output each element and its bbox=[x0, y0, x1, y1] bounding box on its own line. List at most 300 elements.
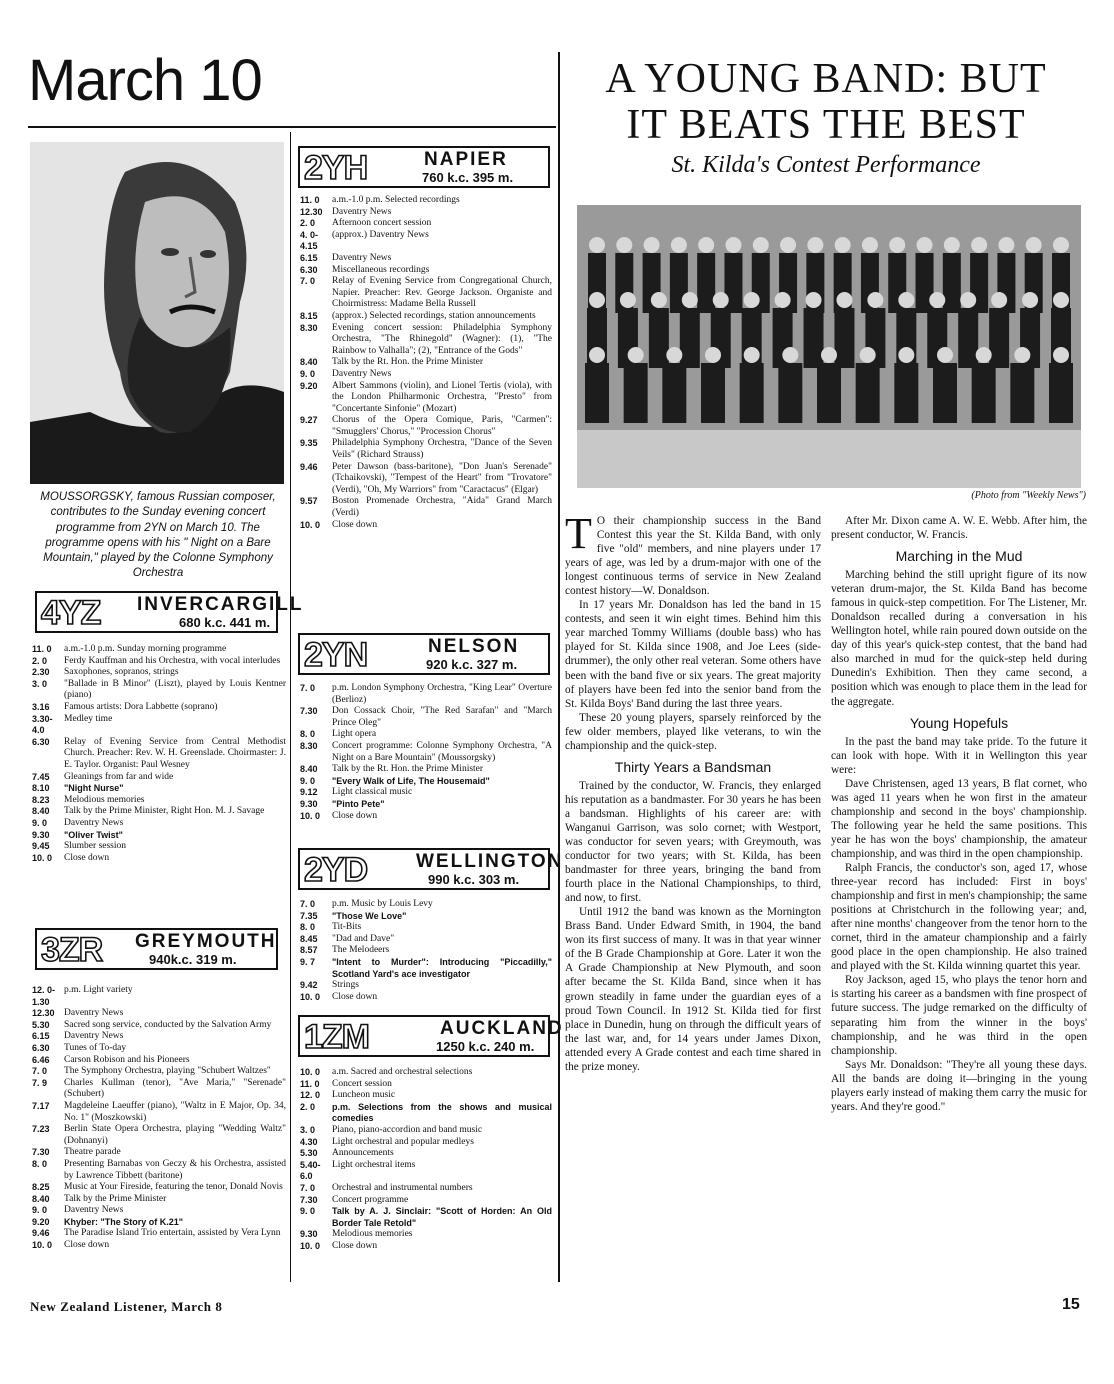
programme-item: Close down bbox=[64, 852, 110, 863]
band-photo-illustration bbox=[577, 205, 1081, 488]
station-call-sign: 3ZR bbox=[41, 931, 103, 969]
programme-row bbox=[32, 1194, 286, 1206]
portrait-caption: MOUSSORGSKY, famous Russian composer, contributes to the Sunday evening concert programme from 2YN on March 10. The programme opens with his " Night on a Bare Mountain," played by the Colonne Symphony Orchestra bbox=[40, 491, 276, 580]
band-member-body bbox=[662, 363, 686, 423]
programme-item: Announcements bbox=[332, 1148, 394, 1159]
band-member-head bbox=[1014, 347, 1030, 363]
programme-time: 8.40 bbox=[300, 357, 318, 368]
programme-item: Relay of Evening Service from Congregational Church, Napier. Preacher: Rev. George Jackson. Organiste and Choirmistress: Madame Bella Russell bbox=[332, 276, 552, 310]
programme-row bbox=[300, 323, 552, 358]
programme-time: 8.10 bbox=[32, 783, 50, 794]
divider bbox=[558, 52, 560, 1282]
programme-item: p.m. Selections from the shows and musical comedies bbox=[332, 1101, 552, 1124]
programme-item: a.m.-1.0 p.m. Selected recordings bbox=[332, 195, 460, 205]
programme-time: 7.30 bbox=[300, 1194, 318, 1205]
programme-time: 10. 0 bbox=[32, 1240, 53, 1251]
programme-time: 8. 0 bbox=[32, 1158, 48, 1169]
programme-item: Close down bbox=[332, 810, 378, 821]
band-member-body bbox=[989, 308, 1009, 368]
programme-item: "Those We Love" bbox=[332, 910, 407, 921]
programme-row bbox=[300, 415, 552, 438]
band-member-head bbox=[644, 237, 660, 253]
programme-item: Carson Robison and his Pioneers bbox=[64, 1054, 190, 1065]
programme-item: Close down bbox=[332, 1240, 378, 1251]
programme-row bbox=[32, 1020, 286, 1032]
band-member-head bbox=[821, 347, 837, 363]
programme-row bbox=[32, 1066, 286, 1078]
programme-time: 9.46 bbox=[300, 461, 318, 472]
programme-time: 7. 0 bbox=[300, 899, 316, 909]
programme-time: 6.46 bbox=[32, 1054, 50, 1065]
programme-time: 7.35 bbox=[300, 910, 318, 921]
programme-row bbox=[32, 737, 286, 772]
programme-row bbox=[32, 783, 286, 795]
section-heading: Marching in the Mud bbox=[895, 548, 1023, 565]
programme-time: 5.40-6.0 bbox=[300, 1159, 321, 1182]
programme-row bbox=[32, 1240, 286, 1252]
band-member-head bbox=[1053, 292, 1069, 308]
band-member-head bbox=[944, 237, 960, 253]
programme-row bbox=[32, 644, 286, 656]
portrait-illustration bbox=[30, 142, 284, 484]
programme-time: 11. 0 bbox=[300, 1078, 320, 1089]
band-member-head bbox=[867, 292, 883, 308]
programme-item: The Paradise Island Trio entertain, assisted by Vera Lynn bbox=[64, 1228, 281, 1239]
programme-time: 3. 0 bbox=[300, 1124, 316, 1135]
programme-item: Tit-Bits bbox=[332, 922, 362, 933]
programme-item: Theatre parade bbox=[64, 1147, 121, 1158]
band-member-head bbox=[898, 347, 914, 363]
programme-item: Berlin State Opera Orchestra, playing "Wedding Waltz" (Dohnanyi) bbox=[64, 1124, 286, 1146]
programme-row bbox=[300, 811, 552, 823]
programme-row bbox=[300, 1102, 552, 1125]
programme-time: 8.23 bbox=[32, 794, 50, 805]
band-member-body bbox=[585, 363, 609, 423]
band-member-head bbox=[976, 347, 992, 363]
programme-time: 2. 0 bbox=[300, 218, 316, 229]
programme-item: p.m. Music by Louis Levy bbox=[332, 899, 433, 909]
station-header-2yh bbox=[298, 146, 550, 188]
station-header-4yz bbox=[35, 591, 304, 633]
band-member-head bbox=[836, 292, 852, 308]
band-member-head bbox=[807, 237, 823, 253]
band-member-head bbox=[671, 237, 687, 253]
programme-time: 9.46 bbox=[32, 1228, 50, 1239]
programme-item: "Oliver Twist" bbox=[64, 829, 123, 840]
programme-row bbox=[300, 1067, 552, 1079]
programme-row bbox=[300, 1183, 552, 1195]
programme-item: Charles Kullman (tenor), "Ave Maria," "Serenade" (Schubert) bbox=[64, 1077, 286, 1100]
article-paragraph: Roy Jackson, aged 15, who plays the tenor horn and is starting his career as a bandsmen with fine prospect of future success. The judge remarked on the difficulty of separating him from the winner in the boys' championship, and he was third in the open championship. bbox=[831, 974, 1087, 1057]
station-call-sign: 2YH bbox=[304, 149, 368, 187]
article-paragraph: In 17 years Mr. Donaldson has led the band in 15 contests, and seen it win eight times. Behind him this year marched Tommy Williams (double bass) who has played for St. Kilda since 1908, and Joe Lees (side-drummer), the only other real veteran. Some others have been with the band five or six years. The great majority of players have been fed into the senior band from the St. Kilda Boys' Band during the last three years. bbox=[565, 599, 821, 710]
programme-time: 9.57 bbox=[300, 496, 318, 507]
band-member-body bbox=[740, 363, 764, 423]
programme-time: 5.30 bbox=[300, 1148, 318, 1159]
band-member-head bbox=[725, 237, 741, 253]
programme-time: 7. 0 bbox=[32, 1066, 48, 1077]
programme-time: 12.30 bbox=[300, 206, 323, 217]
programme-time: 10. 0 bbox=[300, 519, 321, 530]
programme-time: 9.30 bbox=[300, 1229, 318, 1240]
band-member-body bbox=[856, 363, 880, 423]
station-call-sign: 4YZ bbox=[41, 594, 101, 632]
programme-row bbox=[300, 706, 552, 729]
article-paragraph: Says Mr. Donaldson: "They're all young these days. All the bands are doing it—bringing in the young players early instead of making them carry the music for years. And they're good." bbox=[831, 1058, 1087, 1113]
programme-time: 2. 0 bbox=[32, 655, 48, 666]
band-member-head bbox=[651, 292, 667, 308]
programme-item: p.m. London Symphony Orchestra, "King Lear" Overture (Berlioz) bbox=[332, 683, 552, 705]
programme-time: 7. 0 bbox=[300, 1182, 316, 1193]
programme-item: Talk by the Rt. Hon. the Prime Minister bbox=[332, 357, 484, 368]
band-member-body bbox=[1049, 363, 1073, 423]
programme-time: 10. 0 bbox=[300, 1067, 321, 1077]
programme-row bbox=[300, 1195, 552, 1207]
programme-row bbox=[300, 992, 552, 1004]
programme-row bbox=[300, 311, 552, 323]
programme-item: Khyber: "The Story of K.21" bbox=[64, 1216, 184, 1227]
programme-time: 6.30 bbox=[32, 736, 50, 747]
programme-row bbox=[32, 985, 286, 1008]
programme-item: p.m. Light variety bbox=[64, 985, 133, 995]
programme-row bbox=[32, 1228, 286, 1240]
photo-credit: (Photo from "Weekly News") bbox=[971, 490, 1086, 501]
band-member-head bbox=[705, 347, 721, 363]
page-date-title: March 10 bbox=[28, 48, 262, 113]
band-member-head bbox=[682, 292, 698, 308]
band-member-head bbox=[806, 292, 822, 308]
station-call-sign: 2YD bbox=[304, 851, 368, 889]
programme-item: "Intent to Murder": Introducing "Piccadilly," Scotland Yard's ace investigator bbox=[332, 956, 552, 979]
programme-row bbox=[300, 764, 552, 776]
programme-row bbox=[32, 1124, 286, 1147]
article-subhead: St. Kilda's Contest Performance bbox=[671, 152, 981, 178]
band-member-head bbox=[620, 292, 636, 308]
programme-2yd bbox=[300, 899, 552, 1003]
article-headline bbox=[566, 56, 1086, 148]
programme-item: Daventry News bbox=[64, 1008, 124, 1019]
station-city: GREYMOUTH bbox=[135, 931, 277, 952]
programme-time: 8. 0 bbox=[300, 922, 316, 933]
station-frequency: 1250 k.c. 240 m. bbox=[436, 1039, 535, 1054]
programme-item: Piano, piano-accordion and band music bbox=[332, 1124, 483, 1135]
band-member-head bbox=[744, 347, 760, 363]
programme-item: a.m. Sacred and orchestral selections bbox=[332, 1067, 473, 1077]
programme-time: 6.15 bbox=[300, 252, 318, 263]
programme-item: "Every Walk of Life, The Housemaid" bbox=[332, 775, 490, 786]
programme-row bbox=[32, 795, 286, 807]
band-member-head bbox=[1022, 292, 1038, 308]
programme-row bbox=[300, 207, 552, 219]
programme-item: The Melodeers bbox=[332, 945, 390, 956]
station-city: NAPIER bbox=[424, 149, 508, 170]
programme-row bbox=[300, 729, 552, 741]
programme-time: 8.45 bbox=[300, 933, 318, 944]
programme-item: (approx.) Daventry News bbox=[332, 229, 429, 240]
programme-item: "Ballade in B Minor" (Liszt), played by Louis Kentner (piano) bbox=[64, 678, 286, 701]
programme-time: 10. 0 bbox=[300, 810, 321, 821]
page-number: 15 bbox=[1062, 1296, 1080, 1313]
programme-item: Magdeleine Laeuffer (piano), "Waltz in E Major, Op. 34, No. 1" (Moszkowski) bbox=[64, 1100, 286, 1123]
programme-row bbox=[32, 1055, 286, 1067]
programme-time: 11. 0 bbox=[32, 644, 52, 654]
band-member-body bbox=[933, 363, 957, 423]
programme-time: 2.30 bbox=[32, 667, 50, 678]
programme-item: "Dad and Dave" bbox=[332, 933, 395, 944]
programme-time: 7. 9 bbox=[32, 1077, 48, 1088]
band-member-body bbox=[1010, 363, 1034, 423]
programme-row bbox=[300, 253, 552, 265]
band-member-body bbox=[834, 308, 854, 368]
programme-time: 2. 0 bbox=[300, 1101, 316, 1112]
band-member-head bbox=[616, 237, 632, 253]
programme-item: Ferdy Kauffman and his Orchestra, with vocal interludes bbox=[64, 655, 281, 666]
programme-time: 8.40 bbox=[32, 806, 50, 817]
programme-row bbox=[32, 1147, 286, 1159]
headline-line-1: A YOUNG BAND: BUT bbox=[605, 56, 1047, 102]
programme-row bbox=[300, 381, 552, 416]
programme-item: Sacred song service, conducted by the Salvation Army bbox=[64, 1019, 272, 1030]
station-call-sign: 2YN bbox=[304, 636, 368, 674]
band-member-body bbox=[972, 363, 996, 423]
programme-item: Daventry News bbox=[332, 368, 392, 379]
programme-time: 3. 0 bbox=[32, 678, 48, 689]
programme-item: Miscellaneous recordings bbox=[332, 264, 430, 275]
programme-item: Daventry News bbox=[332, 252, 392, 263]
article-paragraph: Until 1912 the band was known as the Mornington Brass Band. Under Edward Smith, in 1904, the band won its first success of many. It was in that year winner of the B Grade Championship at Gore. Later it won the A Grade Championship at New Plymouth, and soon after became the St. Kilda Band, since when it has grown steadily in fame under the guardian eyes of a proud Town Council. In 1912 St. Kilda tied for first place in Dunedin, hung on through the difficult years of the last war, and, for 14 years under James Dixon, attended every A Grade contest and each time shared in the prize money. bbox=[565, 906, 821, 1073]
programme-row bbox=[32, 1182, 286, 1194]
programme-row bbox=[300, 1206, 552, 1229]
article-paragraph: Trained by the conductor, W. Francis, they enlarged his reputation as a bandmaster. For 30 years he has been a bandsman. Highlights of his career are: with Wanganui Garrison, was solo cornet; with Westport, was conductor for seven years; with Greymouth, was conductor for two years; with St. Kilda, has been bandmaster for three years, bringing the band from fourth place in the National Championships, to third, and now, to first. bbox=[565, 779, 821, 905]
programme-time: 11. 0 bbox=[300, 195, 320, 205]
band-member-head bbox=[775, 292, 791, 308]
article-paragraph: Dave Christensen, aged 13 years, B flat cornet, who was aged 11 years when he won first in the amateur championship and second in the boys' championship. The following year he held the same positions. This year he has won the boys' championship, the amateur championship, and was third in the open championship. bbox=[831, 777, 1087, 860]
band-member-head bbox=[589, 347, 605, 363]
programme-item: Music at Your Fireside, featuring the tenor, Donald Novis bbox=[64, 1182, 283, 1193]
programme-time: 8.40 bbox=[32, 1193, 50, 1204]
programme-time: 6.30 bbox=[32, 1042, 50, 1053]
band-member-head bbox=[753, 237, 769, 253]
band-member-body bbox=[958, 308, 978, 368]
programme-row bbox=[300, 911, 552, 923]
programme-item: Slumber session bbox=[64, 841, 127, 852]
programme-row bbox=[300, 787, 552, 799]
programme-item: Daventry News bbox=[64, 1031, 124, 1042]
divider bbox=[290, 132, 291, 1282]
programme-row bbox=[300, 218, 552, 230]
programme-time: 10. 0 bbox=[300, 991, 321, 1002]
programme-row bbox=[32, 1031, 286, 1043]
band-member-body bbox=[701, 363, 725, 423]
programme-item: "Night Nurse" bbox=[64, 783, 124, 794]
programme-item: "Pinto Pete" bbox=[332, 798, 385, 809]
programme-row bbox=[300, 934, 552, 946]
programme-item: Albert Sammons (violin), and Lionel Tertis (viola), with the London Philharmonic Orchestra, "Presto" from "Concertante Sinfonie" (Mozart) bbox=[332, 380, 552, 414]
programme-item: Concert programme: Colonne Symphony Orchestra, "A Night on a Bare Mountain" (Moussorgsky) bbox=[332, 740, 552, 763]
programme-row bbox=[300, 1229, 552, 1241]
programme-time: 7.30 bbox=[32, 1147, 50, 1158]
band-member-head bbox=[1026, 237, 1042, 253]
programme-item: Presenting Barnabas von Geczy & his Orchestra, assisted by Lawrence Tibbett (baritone) bbox=[64, 1158, 286, 1181]
programme-row bbox=[32, 656, 286, 668]
programme-item: Talk by the Prime Minister bbox=[64, 1193, 167, 1204]
programme-row bbox=[300, 520, 552, 532]
programme-item: (approx.) Selected recordings, station announcements bbox=[332, 310, 536, 321]
station-call-sign: 1ZM bbox=[304, 1018, 369, 1056]
programme-row bbox=[300, 899, 552, 911]
programme-row bbox=[300, 1241, 552, 1253]
band-member-head bbox=[698, 237, 714, 253]
programme-1zm bbox=[300, 1067, 552, 1253]
programme-row bbox=[32, 853, 286, 865]
programme-row bbox=[300, 683, 552, 706]
programme-time: 8.15 bbox=[300, 310, 318, 321]
programme-row bbox=[300, 741, 552, 764]
programme-item: Orchestral and instrumental numbers bbox=[332, 1182, 473, 1193]
programme-row bbox=[300, 265, 552, 277]
programme-item: Melodious memories bbox=[332, 1229, 413, 1240]
article-paragraph: After Mr. Dixon came A. W. E. Webb. After him, the present conductor, W. Francis. bbox=[831, 515, 1087, 542]
band-member-head bbox=[860, 347, 876, 363]
programme-time: 7. 0 bbox=[300, 276, 316, 287]
programme-row bbox=[300, 957, 552, 980]
headline-line-2: IT BEATS THE BEST bbox=[626, 102, 1026, 148]
programme-row bbox=[32, 1078, 286, 1101]
programme-time: 8.30 bbox=[300, 740, 318, 751]
programme-item: Concert session bbox=[332, 1078, 392, 1089]
article-paragraph: T O their championship success in the Band Contest this year the St. Kilda Band, with only five "old" members, and nine players under 17 years of age, was led by a drum-major with one of the longest continuous terms of service in New Zealand contest history—W. Donaldson. bbox=[565, 509, 821, 598]
programme-item: Famous artists: Dora Labbette (soprano) bbox=[64, 701, 218, 712]
programme-item: Light orchestral items bbox=[332, 1159, 416, 1170]
programme-item: Light classical music bbox=[332, 787, 413, 798]
programme-item: Afternoon concert session bbox=[332, 218, 432, 229]
programme-time: 6.15 bbox=[32, 1031, 50, 1042]
programme-item: Concert programme bbox=[332, 1194, 409, 1205]
station-frequency: 940k.c. 319 m. bbox=[149, 952, 237, 967]
article-paragraph: Ralph Francis, the conductor's son, aged 17, whose three-year record has included: First in boys' championship and first in men's championship; the same positions at Christchurch in the following year; and, after nine months' changeover from the tenor horn to the cornet, third in the amateur championship and a fairly good place in the open championship. He also trained and played with the St. Kilda winning quartet this year. bbox=[831, 861, 1087, 973]
band-member-head bbox=[1053, 237, 1069, 253]
programme-3zr bbox=[32, 985, 286, 1252]
station-city: INVERCARGILL bbox=[137, 594, 304, 615]
programme-row bbox=[32, 702, 286, 714]
drop-cap: T bbox=[565, 509, 592, 558]
programme-item: a.m.-1.0 p.m. Sunday morning programme bbox=[64, 644, 227, 654]
programme-row bbox=[300, 1090, 552, 1102]
programme-row bbox=[32, 818, 286, 830]
programme-row bbox=[32, 806, 286, 818]
programme-row bbox=[300, 922, 552, 934]
station-frequency: 760 k.c. 395 m. bbox=[422, 170, 514, 185]
band-member-head bbox=[929, 292, 945, 308]
programme-row bbox=[32, 1008, 286, 1020]
programme-row bbox=[300, 276, 552, 311]
programme-time: 6.30 bbox=[300, 264, 318, 275]
programme-item: Peter Dawson (bass-baritone), "Don Juan's Serenade" (Tchaikovski), "Tempest of the Heart" from "Trovatore" (Verdi), "Oh, My Warriors" from "Caractacus" (Elgar) bbox=[332, 461, 552, 495]
programme-row bbox=[300, 776, 552, 788]
programme-item: Close down bbox=[64, 1240, 110, 1251]
programme-time: 9.20 bbox=[32, 1216, 50, 1227]
programme-time: 12. 0 bbox=[300, 1090, 321, 1101]
band-member-body bbox=[624, 363, 648, 423]
band-member-head bbox=[744, 292, 760, 308]
band-photo bbox=[577, 205, 1081, 488]
programme-item: Talk by the Prime Minister, Right Hon. M. J. Savage bbox=[64, 806, 265, 817]
station-city: NELSON bbox=[428, 636, 520, 657]
station-header-2yd bbox=[298, 848, 564, 890]
band-member-body bbox=[649, 308, 669, 368]
programme-row bbox=[300, 357, 552, 369]
programme-time: 9.20 bbox=[300, 380, 318, 391]
programme-time: 7. 0 bbox=[300, 683, 316, 693]
programme-row bbox=[32, 1101, 286, 1124]
programme-item: Daventry News bbox=[64, 1205, 124, 1216]
programme-row bbox=[300, 1148, 552, 1160]
programme-row bbox=[32, 1159, 286, 1182]
footer-publication: New Zealand Listener, March 8 bbox=[30, 1299, 223, 1314]
band-member-head bbox=[666, 347, 682, 363]
programme-item: Talk by A. J. Sinclair: "Scott of Horden: An Old Border Tale Retold" bbox=[332, 1206, 552, 1228]
band-member-body bbox=[680, 308, 700, 368]
band-member-head bbox=[960, 292, 976, 308]
programme-time: 9.12 bbox=[300, 787, 318, 798]
programme-time: 9. 0 bbox=[32, 1205, 48, 1216]
programme-row bbox=[300, 230, 552, 253]
programme-item: Daventry News bbox=[332, 206, 392, 217]
station-city: WELLINGTON bbox=[416, 851, 564, 872]
programme-time: 9. 0 bbox=[300, 1206, 316, 1217]
programme-item: Light opera bbox=[332, 729, 377, 740]
programme-time: 8.30 bbox=[300, 322, 318, 333]
station-frequency: 990 k.c. 303 m. bbox=[428, 872, 520, 887]
article-column-1 bbox=[565, 509, 821, 1074]
band-member-body bbox=[778, 363, 802, 423]
band-member-head bbox=[782, 347, 798, 363]
station-city: AUCKLAND bbox=[440, 1018, 564, 1039]
band-member-head bbox=[889, 237, 905, 253]
band-member-head bbox=[862, 237, 878, 253]
programme-item: Light orchestral and popular medleys bbox=[332, 1136, 474, 1147]
programme-row bbox=[32, 772, 286, 784]
programme-time: 8. 0 bbox=[300, 729, 316, 740]
programme-time: 9.30 bbox=[32, 829, 50, 840]
band-member-head bbox=[1053, 347, 1069, 363]
programme-time: 3.16 bbox=[32, 701, 50, 712]
article-column-2 bbox=[831, 514, 1087, 1114]
programme-time: 9.42 bbox=[300, 980, 318, 991]
band-member-head bbox=[937, 347, 953, 363]
programme-row bbox=[32, 679, 286, 702]
programme-row bbox=[300, 1125, 552, 1137]
programme-row bbox=[300, 799, 552, 811]
section-heading: Young Hopefuls bbox=[909, 714, 1009, 731]
band-member-head bbox=[589, 237, 605, 253]
programme-item: Evening concert session: Philadelphia Symphony Orchestra, "The Rhinegold" (Wagner): (1), "The Rainbow to Valhalla"; (2), "Entrance of the Gods" bbox=[332, 322, 552, 356]
programme-row bbox=[32, 1043, 286, 1055]
programme-time: 9. 0 bbox=[32, 817, 48, 828]
programme-time: 7.17 bbox=[32, 1100, 50, 1111]
article-paragraph: Marching behind the still upright figure of its now veteran drum-major, the St. Kilda Band has become famous in quick-step competition. For The Listener, Mr. Donaldson recalled during a conversation in his Wellington hotel, while rain poured down outside on the day of this year's quick-step contest, that the band had also marched in mud for the quick-step held during Dunedin's Exhibition. Then they came second, a position which was enough to place them in the lead for the aggregate. bbox=[831, 569, 1087, 708]
band-member-body bbox=[697, 253, 715, 313]
programme-time: 8.25 bbox=[32, 1182, 50, 1193]
station-frequency: 920 k.c. 327 m. bbox=[426, 657, 518, 672]
programme-time: 10. 0 bbox=[32, 852, 53, 863]
band-member-head bbox=[898, 292, 914, 308]
station-header-3zr bbox=[35, 928, 278, 970]
programme-item: Talk by the Rt. Hon. the Prime Minister bbox=[332, 764, 484, 775]
programme-item: Philadelphia Symphony Orchestra, "Dance of the Seven Veils" (Richard Strauss) bbox=[332, 438, 552, 461]
programme-row bbox=[300, 195, 552, 207]
programme-2yn bbox=[300, 683, 552, 822]
